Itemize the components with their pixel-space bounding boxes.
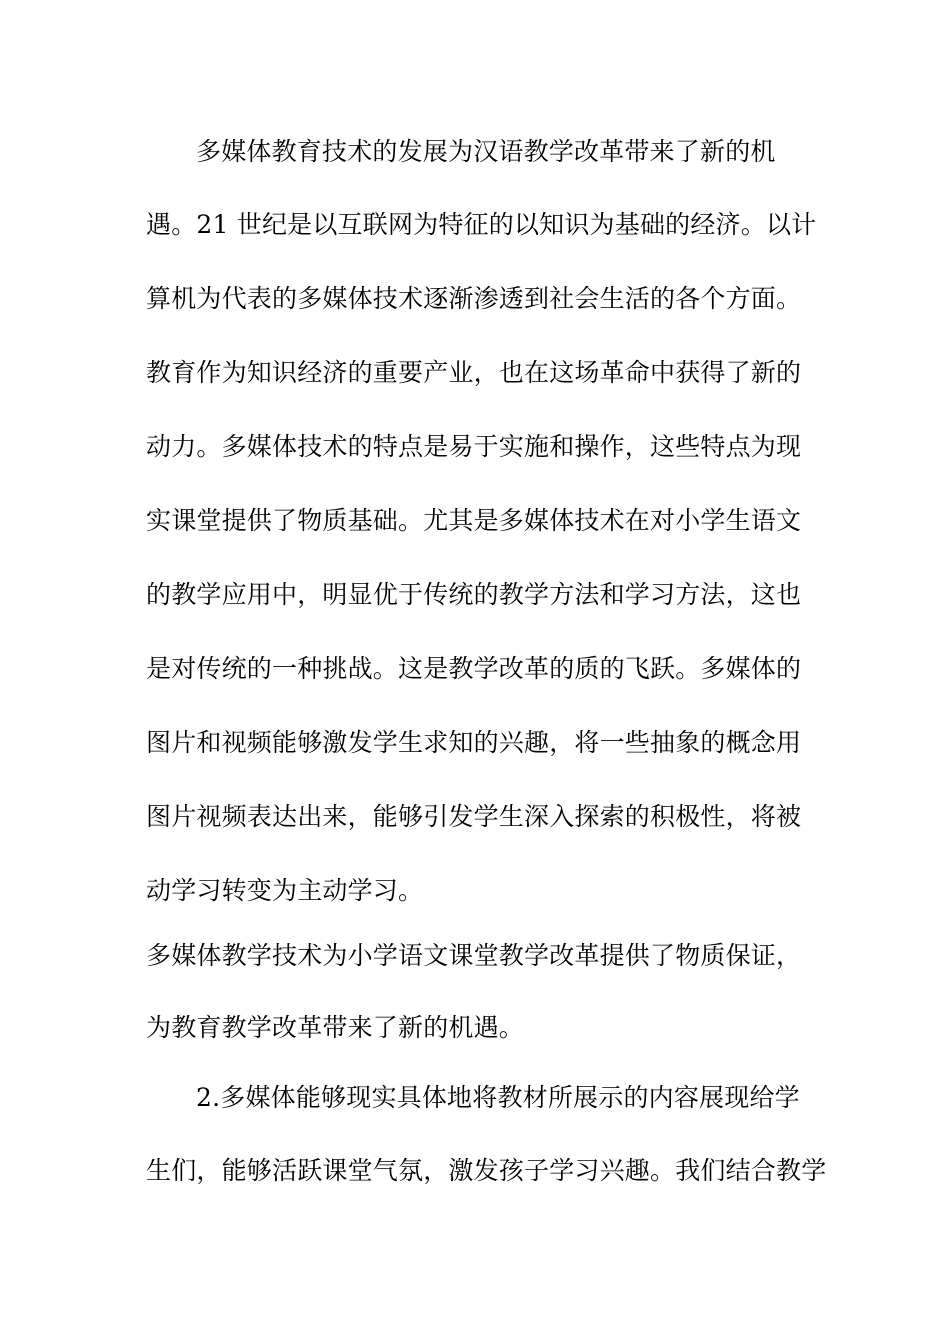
paragraph-1-line-10: 图片视频表达出来，能够引发学生深入探索的积极性，将被 [146,802,802,831]
paragraph-2-line-1: 多媒体教学技术为小学语文课堂教学改革提供了物质保证， [146,941,802,970]
paragraph-1-line-7: 的教学应用中，明显优于传统的教学方法和学习方法，这也 [146,580,802,609]
paragraph-1-line-11: 动学习转变为主动学习。 [146,876,424,905]
paragraph-3-line-2: 生们，能够活跃课堂气氛，激发孩子学习兴趣。我们结合教学 [146,1156,827,1185]
paragraph-1-line-8: 是对传统的一种挑战。这是教学改革的质的飞跃。多媒体的 [146,654,802,683]
paragraph-1-line-2: 遇。21 世纪是以互联网为特征的以知识为基础的经济。以计 [146,210,817,239]
paragraph-2-line-2: 为教育教学改革带来了新的机遇。 [146,1013,525,1042]
paragraph-3-line-1: 2.多媒体能够现实具体地将教材所展示的内容展现给学 [196,1083,800,1112]
paragraph-1-line-9: 图片和视频能够激发学生求知的兴趣，将一些抽象的概念用 [146,728,802,757]
paragraph-1-line-5: 动力。多媒体技术的特点是易于实施和操作，这些特点为现 [146,432,802,461]
paragraph-1-line-1: 多媒体教育技术的发展为汉语教学改革带来了新的机 [196,137,776,166]
paragraph-1-line-3: 算机为代表的多媒体技术逐渐渗透到社会生活的各个方面。 [146,284,802,313]
paragraph-1-line-6: 实课堂提供了物质基础。尤其是多媒体技术在对小学生语文 [146,506,802,535]
paragraph-1-line-4: 教育作为知识经济的重要产业，也在这场革命中获得了新的 [146,358,802,387]
